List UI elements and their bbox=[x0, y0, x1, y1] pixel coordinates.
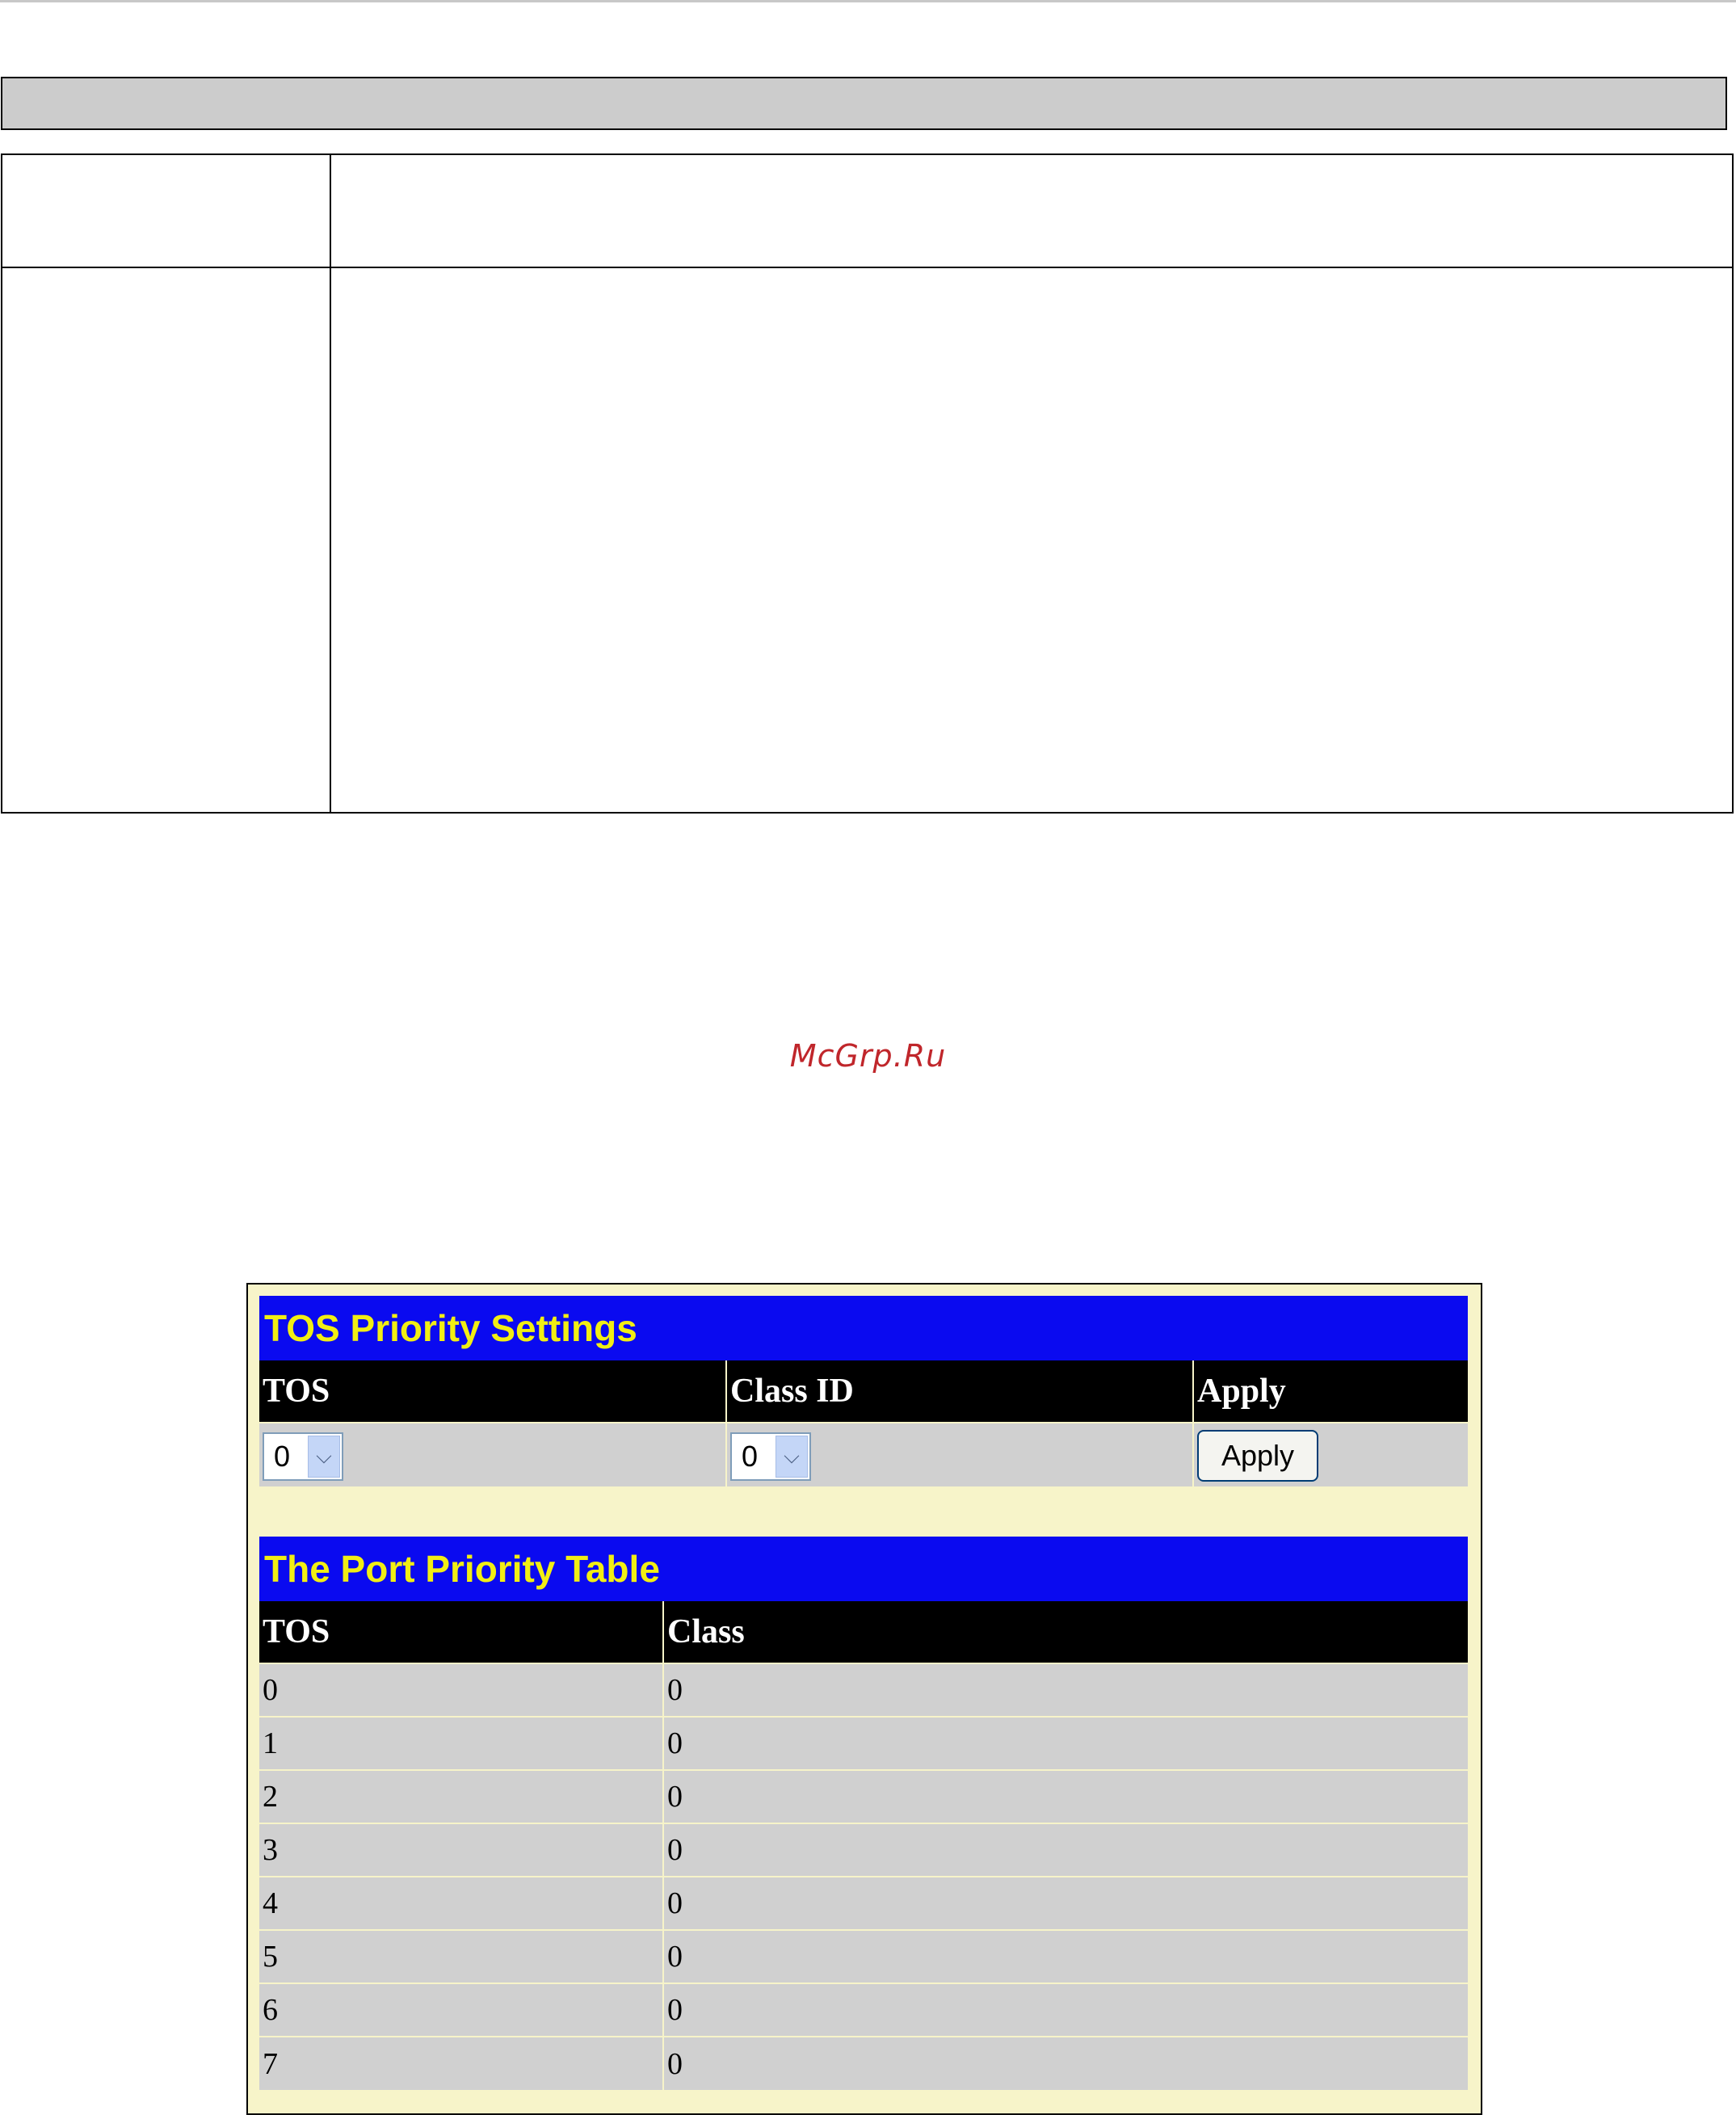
class-cell: 0 bbox=[663, 1770, 1468, 1823]
tos-column-header: TOS bbox=[259, 1601, 663, 1663]
tos-cell: 2 bbox=[259, 1770, 663, 1823]
tos-header: TOS bbox=[259, 1360, 726, 1423]
tos-cell: 3 bbox=[259, 1823, 663, 1877]
table-row bbox=[259, 1983, 1468, 2037]
table-row bbox=[259, 1663, 1468, 1717]
class-cell: 0 bbox=[663, 1717, 1468, 1770]
description-table-divider bbox=[330, 155, 331, 812]
port-priority-table bbox=[259, 1601, 1468, 2090]
tos-settings-title: TOS Priority Settings bbox=[259, 1296, 1468, 1360]
class-id-select[interactable] bbox=[730, 1432, 811, 1481]
tos-settings-input-row bbox=[259, 1423, 1468, 1486]
class-cell: 0 bbox=[663, 1930, 1468, 1983]
class-cell: 0 bbox=[663, 2037, 1468, 2090]
tos-cell: 1 bbox=[259, 1717, 663, 1770]
chevron-down-icon[interactable]: ⌵ bbox=[308, 1436, 340, 1478]
tos-priority-screenshot bbox=[246, 1283, 1482, 2115]
tos-settings-header-row bbox=[259, 1360, 1468, 1423]
port-table-header-row bbox=[259, 1601, 1468, 1663]
class-column-header: Class bbox=[663, 1601, 1468, 1663]
watermark: McGrp.Ru bbox=[789, 1038, 947, 1074]
table-row bbox=[259, 2037, 1468, 2090]
chevron-down-icon[interactable]: ⌵ bbox=[776, 1436, 808, 1478]
port-priority-table-title: The Port Priority Table bbox=[259, 1537, 1468, 1601]
apply-header: Apply bbox=[1193, 1360, 1468, 1423]
class-id-select-value: 0 bbox=[742, 1440, 759, 1473]
apply-button[interactable]: Apply bbox=[1197, 1430, 1318, 1482]
table-row bbox=[259, 1877, 1468, 1930]
table-row bbox=[259, 1930, 1468, 1983]
tos-settings-table bbox=[259, 1360, 1468, 1486]
class-cell: 0 bbox=[663, 1877, 1468, 1930]
tos-cell: 0 bbox=[259, 1663, 663, 1717]
section-header-bar bbox=[1, 77, 1727, 130]
table-row bbox=[259, 1770, 1468, 1823]
tos-select-cell bbox=[259, 1423, 726, 1486]
class-id-select-cell bbox=[726, 1423, 1193, 1486]
class-cell: 0 bbox=[663, 1983, 1468, 2037]
table-row bbox=[259, 1823, 1468, 1877]
description-table-row bbox=[2, 155, 1732, 268]
table-row bbox=[259, 1717, 1468, 1770]
tos-cell: 5 bbox=[259, 1930, 663, 1983]
description-table bbox=[1, 153, 1734, 814]
tos-cell: 7 bbox=[259, 2037, 663, 2090]
class-id-header: Class ID bbox=[726, 1360, 1193, 1423]
top-divider bbox=[0, 0, 1736, 2]
section-gap bbox=[259, 1486, 1468, 1537]
tos-select-value: 0 bbox=[274, 1440, 291, 1473]
class-cell: 0 bbox=[663, 1823, 1468, 1877]
tos-select[interactable] bbox=[263, 1432, 343, 1481]
class-cell: 0 bbox=[663, 1663, 1468, 1717]
apply-cell bbox=[1193, 1423, 1468, 1486]
tos-cell: 4 bbox=[259, 1877, 663, 1930]
tos-cell: 6 bbox=[259, 1983, 663, 2037]
